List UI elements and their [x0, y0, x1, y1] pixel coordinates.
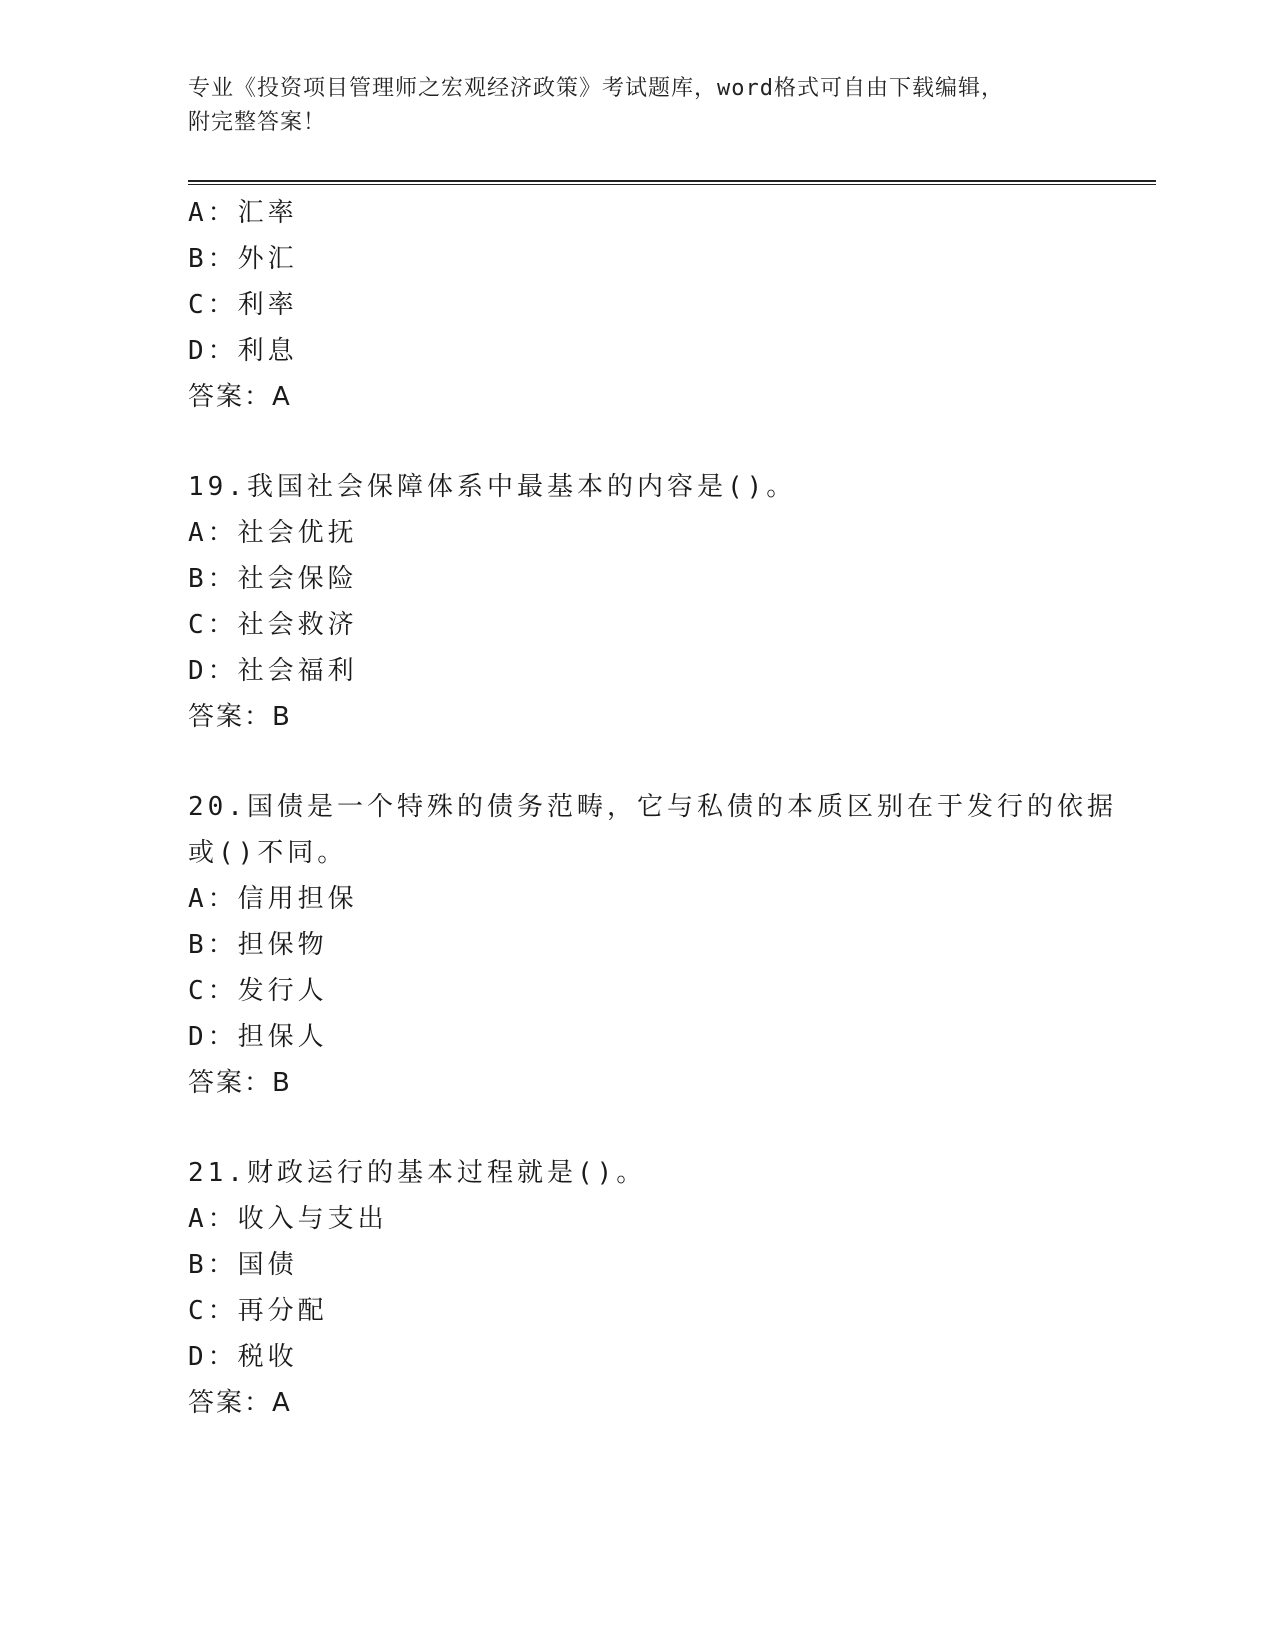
question-21-block — [188, 1150, 1088, 1426]
header-line-1: 专业《投资项目管理师之宏观经济政策》考试题库，word格式可自由下载编辑， — [188, 76, 1004, 101]
question-text: 21.财政运行的基本过程就是()。 — [188, 1158, 647, 1188]
option-d: D：税收 — [188, 1342, 298, 1372]
answer-line: 答案：A — [188, 382, 292, 412]
header-rule-thick — [188, 180, 1156, 182]
option-b: B：担保物 — [188, 930, 328, 960]
prev-question-block — [188, 190, 1088, 420]
option-d: D：利息 — [188, 336, 298, 366]
question-text-line-1: 20.国债是一个特殊的债务范畴，它与私债的本质区别在于发行的依据 — [188, 792, 1117, 822]
option-d: D：担保人 — [188, 1022, 328, 1052]
question-gap — [188, 740, 1088, 784]
question-19-block — [188, 464, 1088, 740]
document-header — [188, 72, 1088, 140]
option-a: A：收入与支出 — [188, 1204, 388, 1234]
option-b: B：社会保险 — [188, 564, 358, 594]
option-c: C：再分配 — [188, 1296, 328, 1326]
header-line-2: 附完整答案！ — [188, 110, 327, 135]
answer-line: 答案：B — [188, 1068, 292, 1098]
option-d: D：社会福利 — [188, 656, 358, 686]
question-text-line-2: 或()不同。 — [188, 838, 348, 868]
option-a: A：信用担保 — [188, 884, 358, 914]
answer-line: 答案：A — [188, 1388, 292, 1418]
option-a: A：社会优抚 — [188, 518, 358, 548]
question-content — [188, 190, 1117, 1426]
option-c: C：利率 — [188, 290, 298, 320]
header-rule-thin — [188, 184, 1156, 185]
question-text: 19.我国社会保障体系中最基本的内容是()。 — [188, 472, 797, 502]
question-20-block — [188, 784, 1117, 1106]
option-b: B：国债 — [188, 1250, 298, 1280]
option-c: C：发行人 — [188, 976, 328, 1006]
option-a: A：汇率 — [188, 198, 298, 228]
option-c: C：社会救济 — [188, 610, 358, 640]
answer-line: 答案：B — [188, 702, 292, 732]
question-gap — [188, 420, 1088, 464]
question-gap — [188, 1106, 1088, 1150]
option-b: B：外汇 — [188, 244, 298, 274]
